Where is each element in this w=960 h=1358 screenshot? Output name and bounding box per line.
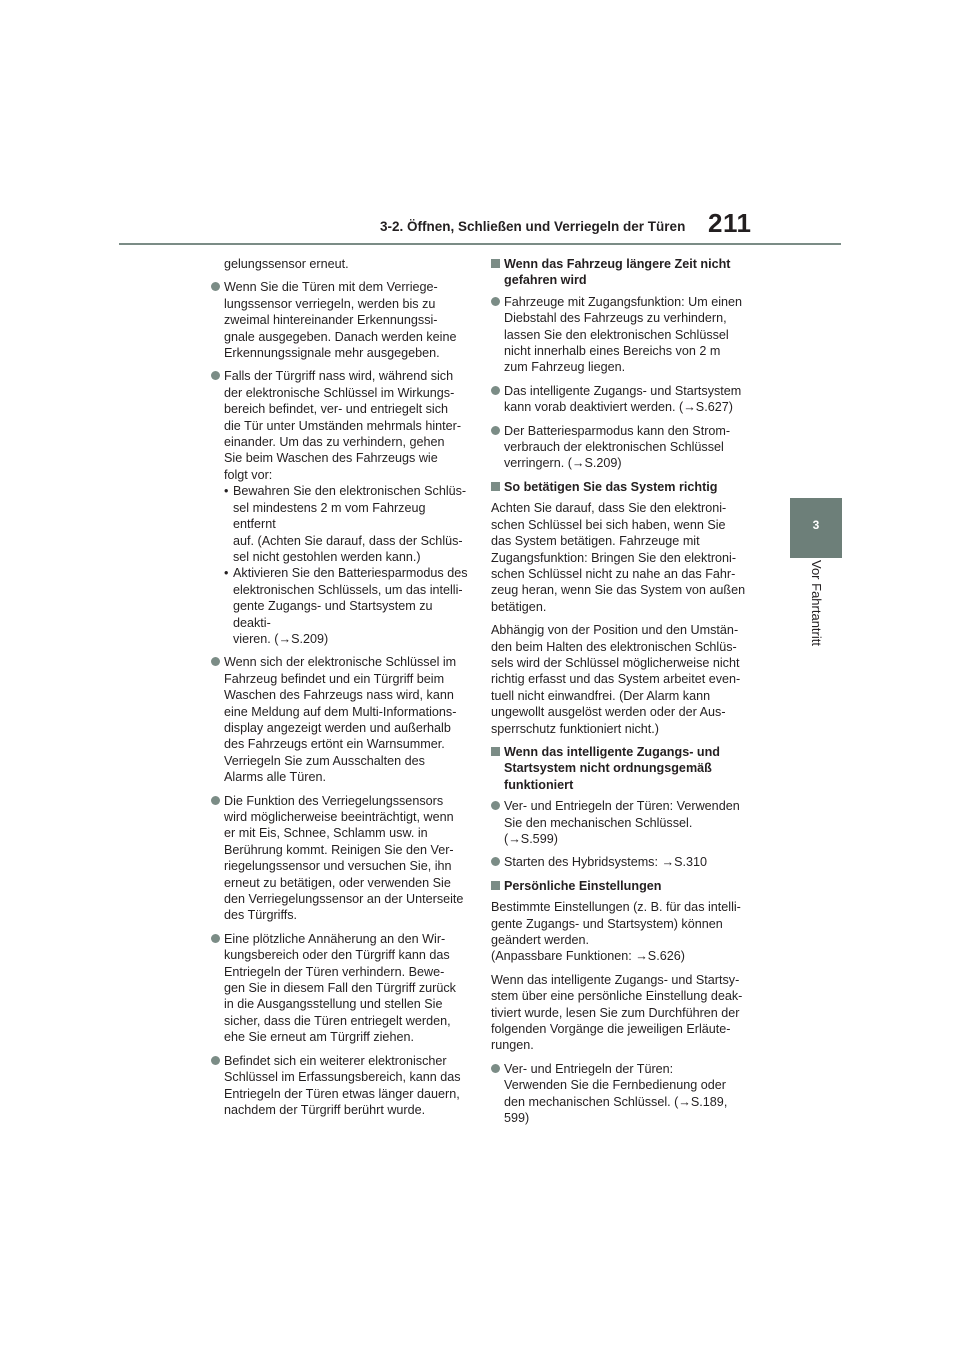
text-line: folgt vor:: [224, 467, 273, 482]
bullet-dot-icon: [211, 371, 220, 380]
text-line: Ver- und Entriegeln der Türen: Verwenden: [504, 799, 740, 814]
body-paragraph: [491, 622, 749, 737]
text-line: gente Zugangs- und Startsystem) können: [491, 916, 723, 931]
text-line: Fahrzeug befindet und ein Türgriff beim: [224, 671, 445, 686]
text-line: display angezeigt werden und außerhalb: [224, 720, 451, 735]
text-line: schen Schlüssel nicht zu nahe an das Fahr-: [491, 566, 736, 581]
section-title: 3-2. Öffnen, Schließen und Verriegeln der Türen: [380, 219, 686, 234]
text-line: gente Zugangs- und Startsystem zu deakti-: [233, 599, 433, 630]
text-line: tiviert wurde, lesen Sie zum Durchführen der: [491, 1005, 740, 1020]
left-column: [211, 256, 469, 1125]
sub-bullet: [224, 483, 469, 565]
text-line: des Fahrzeugs ertönt ein Warnsummer.: [224, 737, 445, 752]
header-rule: [119, 243, 841, 245]
text-line: Achten Sie darauf, dass Sie den elektroni-: [491, 501, 727, 516]
chapter-number: 3: [812, 518, 820, 532]
text-line: sel mindestens 2 m vom Fahrzeug entfernt: [233, 500, 426, 532]
text-line: Die Funktion des Verriegelungssensors: [224, 793, 444, 808]
text-line: schen Schlüssel bei sich haben, wenn Sie: [491, 517, 726, 532]
text-line: stem über eine persönliche Einstellung deak-: [491, 989, 743, 1004]
text-line: (Anpassbare Funktionen: →S.626): [491, 949, 685, 964]
text-line: zeug heran, wenn Sie das System von außen: [491, 583, 746, 598]
square-marker-icon: [491, 259, 500, 268]
sub-bullet-mark: •: [224, 484, 229, 499]
text-line: So betätigen Sie das System richtig: [504, 479, 718, 494]
text-line: gefahren wird: [504, 273, 587, 288]
bullet-dot-icon: [491, 801, 500, 810]
text-line: 599): [504, 1111, 530, 1126]
bullet-dot-icon: [491, 297, 500, 306]
text-line: Entriegeln der Türen verhindern. Bewe-: [224, 964, 445, 979]
text-line: einander. Um das zu verhindern, gehen: [224, 435, 445, 450]
bullet-dot-icon: [491, 426, 500, 435]
text-line: er mit Eis, Schnee, Schlamm usw. in: [224, 826, 428, 841]
bullet-dot-icon: [211, 657, 220, 666]
text-line: (→S.599): [504, 832, 558, 846]
text-line: Diebstahl des Fahrzeugs zu verhindern,: [504, 311, 727, 326]
text-line: Falls der Türgriff nass wird, während sich: [224, 369, 454, 384]
text-line: Verwenden Sie die Fernbedienung oder: [504, 1078, 726, 1093]
subheading: [491, 256, 749, 289]
text-line: richtig erfasst und das System arbeitet even-: [491, 672, 741, 687]
text-line: den beim Halten des elektronischen Schlüs-: [491, 639, 737, 654]
bullet-item: [211, 1053, 469, 1119]
sub-bullet-text: [233, 565, 469, 647]
text-line: Alarms alle Türen.: [224, 770, 326, 785]
text-line: elektronischen Schlüssels, um das intelli-: [233, 582, 463, 597]
text-line: sel nicht gestohlen werden kann.): [233, 549, 421, 564]
subheading: [491, 744, 749, 793]
text-line: Wenn das intelligente Zugangs- und Startsy-: [491, 972, 740, 987]
body-paragraph: [491, 972, 749, 1054]
page-number: 211: [708, 208, 752, 238]
text-line: Befindet sich ein weiterer elektronischer: [224, 1053, 447, 1068]
bullet-dot-icon: [491, 1064, 500, 1073]
text-line: eine Meldung auf dem Multi-Informations-: [224, 704, 457, 719]
text-line: Wenn Sie die Türen mit dem Verriege-: [224, 280, 438, 295]
text-line: lassen Sie den elektronischen Schlüssel: [504, 327, 729, 342]
text-line: verbrauch der elektronischen Schlüssel: [504, 440, 724, 455]
text-line: zweimal hintereinander Erkennungssi-: [224, 313, 438, 328]
bullet-item: [211, 931, 469, 1046]
text-line: Startsystem nicht ordnungsgemäß: [504, 761, 712, 776]
text-line: den Verriegelungssensor an der Unterseite: [224, 892, 464, 907]
bullet-dot-icon: [211, 796, 220, 805]
text-line: Erkennungssignale mehr ausgegeben.: [224, 346, 440, 361]
text-line: geändert werden.: [491, 933, 590, 948]
text-line: nachdem der Türgriff berührt wurde.: [224, 1102, 426, 1117]
text-line: Der Batteriesparmodus kann den Strom-: [504, 423, 731, 438]
text-line: Fahrzeuge mit Zugangsfunktion: Um einen: [504, 294, 743, 309]
text-line: in die Ausgangsstellung und stellen Sie: [224, 997, 443, 1012]
text-line: vieren. (→S.209): [233, 631, 329, 646]
text-line: den mechanischen Schlüssel. (→S.189,: [504, 1094, 728, 1109]
text-line: tuell nicht einwandfrei. (Der Alarm kann: [491, 688, 711, 703]
text-line: ungewollt ausgelöst werden oder der Aus-: [491, 705, 726, 720]
bullet-item: [491, 383, 749, 416]
text-line: Wenn das intelligente Zugangs- und: [504, 744, 720, 759]
sub-bullet: [224, 565, 469, 647]
bullet-dot-icon: [491, 386, 500, 395]
text-line: lungssensor verriegeln, werden bis zu: [224, 296, 436, 311]
sub-bullet-mark: •: [224, 566, 229, 581]
text-line: Sie den mechanischen Schlüssel.: [504, 815, 693, 830]
text-line: das System betätigen. Fahrzeuge mit: [491, 534, 700, 549]
text-line: der elektronische Schlüssel im Wirkungs-: [224, 385, 455, 400]
subheading: [491, 479, 749, 495]
right-column: [491, 256, 749, 1134]
bullet-text: [224, 368, 469, 483]
bullet-item: [491, 294, 749, 376]
text-line: verringern. (→S.209): [504, 456, 622, 471]
text-line: sels wird der Schlüssel möglicherweise nicht: [491, 655, 740, 670]
text-line: Sie beim Waschen des Fahrzeugs wie: [224, 451, 438, 466]
text-line: kann vorab deaktiviert werden. (→S.627): [504, 400, 733, 415]
text-line: zum Fahrzeug liegen.: [504, 360, 626, 375]
chapter-label: Vor Fahrtantritt: [809, 560, 824, 646]
text-line: des Türgriffs.: [224, 908, 298, 923]
square-marker-icon: [491, 747, 500, 756]
bullet-dot-icon: [211, 282, 220, 291]
chapter-label-container: [808, 560, 828, 720]
text-line: Aktivieren Sie den Batteriesparmodus des: [233, 566, 468, 581]
text-line: gen Sie in diesem Fall den Türgriff zurück: [224, 981, 456, 996]
text-line: betätigen.: [491, 599, 547, 614]
text-line: kungsbereich oder den Türgriff kann das: [224, 948, 450, 963]
text-line: Starten des Hybridsystems: →S.310: [504, 855, 707, 870]
text-line: rungen.: [491, 1038, 534, 1053]
bullet-item: [211, 279, 469, 361]
text-line: Abhängig von der Position und den Umstän-: [491, 623, 739, 638]
text-line: nicht innerhalb eines Bereichs von 2 m: [504, 344, 721, 359]
bullet-item: [491, 1061, 749, 1127]
text-line: Bewahren Sie den elektronischen Schlüs-: [233, 484, 467, 499]
text-line: Waschen des Fahrzeugs nass wird, kann: [224, 688, 454, 703]
bullet-item: [491, 798, 749, 847]
bullet-dot-icon: [491, 857, 500, 866]
text-line: gnale ausgegeben. Danach werden keine: [224, 329, 457, 344]
body-paragraph: [491, 500, 749, 615]
text-line: wird möglicherweise beeinträchtigt, wenn: [224, 810, 454, 824]
text-line: Das intelligente Zugangs- und Startsystem: [504, 383, 742, 398]
subheading: [491, 878, 749, 894]
body-paragraph: [491, 899, 749, 965]
chapter-tab[interactable]: [790, 498, 842, 558]
text-line: Ver- und Entriegeln der Türen:: [504, 1061, 674, 1076]
bullet-dot-icon: [211, 1056, 220, 1065]
text-line: Berührung kommt. Reinigen Sie den Ver-: [224, 842, 454, 857]
text-line: Eine plötzliche Annäherung an den Wir-: [224, 931, 446, 946]
intro-text: gelungssensor erneut.: [224, 257, 349, 271]
text-line: Wenn sich der elektronische Schlüssel im: [224, 655, 457, 670]
text-line: Zugangsfunktion: Bringen Sie den elektroni-: [491, 550, 737, 565]
text-line: bereich befindet, ver- und entriegelt sich: [224, 402, 449, 417]
text-line: sicher, dass die Türen entriegelt werden,: [224, 1013, 451, 1028]
bullet-item: [491, 854, 749, 870]
text-line: die Tür unter Umständen mehrmals hinter-: [224, 418, 462, 433]
bullet-item: [211, 793, 469, 924]
square-marker-icon: [491, 881, 500, 890]
text-line: Entriegeln der Türen etwas länger dauern,: [224, 1086, 460, 1101]
bullet-item: [211, 654, 469, 785]
text-line: Wenn das Fahrzeug längere Zeit nicht: [504, 257, 731, 271]
bullet-item: [491, 423, 749, 472]
text-line: folgenden Vorgänge die jeweiligen Erläute-: [491, 1022, 731, 1037]
text-line: Schlüssel im Erfassungsbereich, kann das: [224, 1070, 461, 1085]
text-line: Bestimmte Einstellungen (z. B. für das intelli-: [491, 900, 741, 915]
text-line: Persönliche Einstellungen: [504, 878, 662, 893]
text-line: erneut zu betätigen, oder verwenden Sie: [224, 875, 451, 890]
bullet-item: [211, 368, 469, 647]
text-line: auf. (Achten Sie darauf, dass der Schlüs-: [233, 533, 463, 548]
text-line: riegelungssensor und versuchen Sie, ihn: [224, 859, 452, 874]
square-marker-icon: [491, 482, 500, 491]
text-line: Verriegeln Sie zum Ausschalten des: [224, 753, 425, 768]
text-line: ehe Sie erneut am Türgriff ziehen.: [224, 1030, 414, 1045]
text-line: funktioniert: [504, 777, 574, 792]
text-line: sperrschutz funktioniert nicht.): [491, 721, 659, 736]
bullet-dot-icon: [211, 934, 220, 943]
sub-bullet-text: [233, 483, 469, 565]
